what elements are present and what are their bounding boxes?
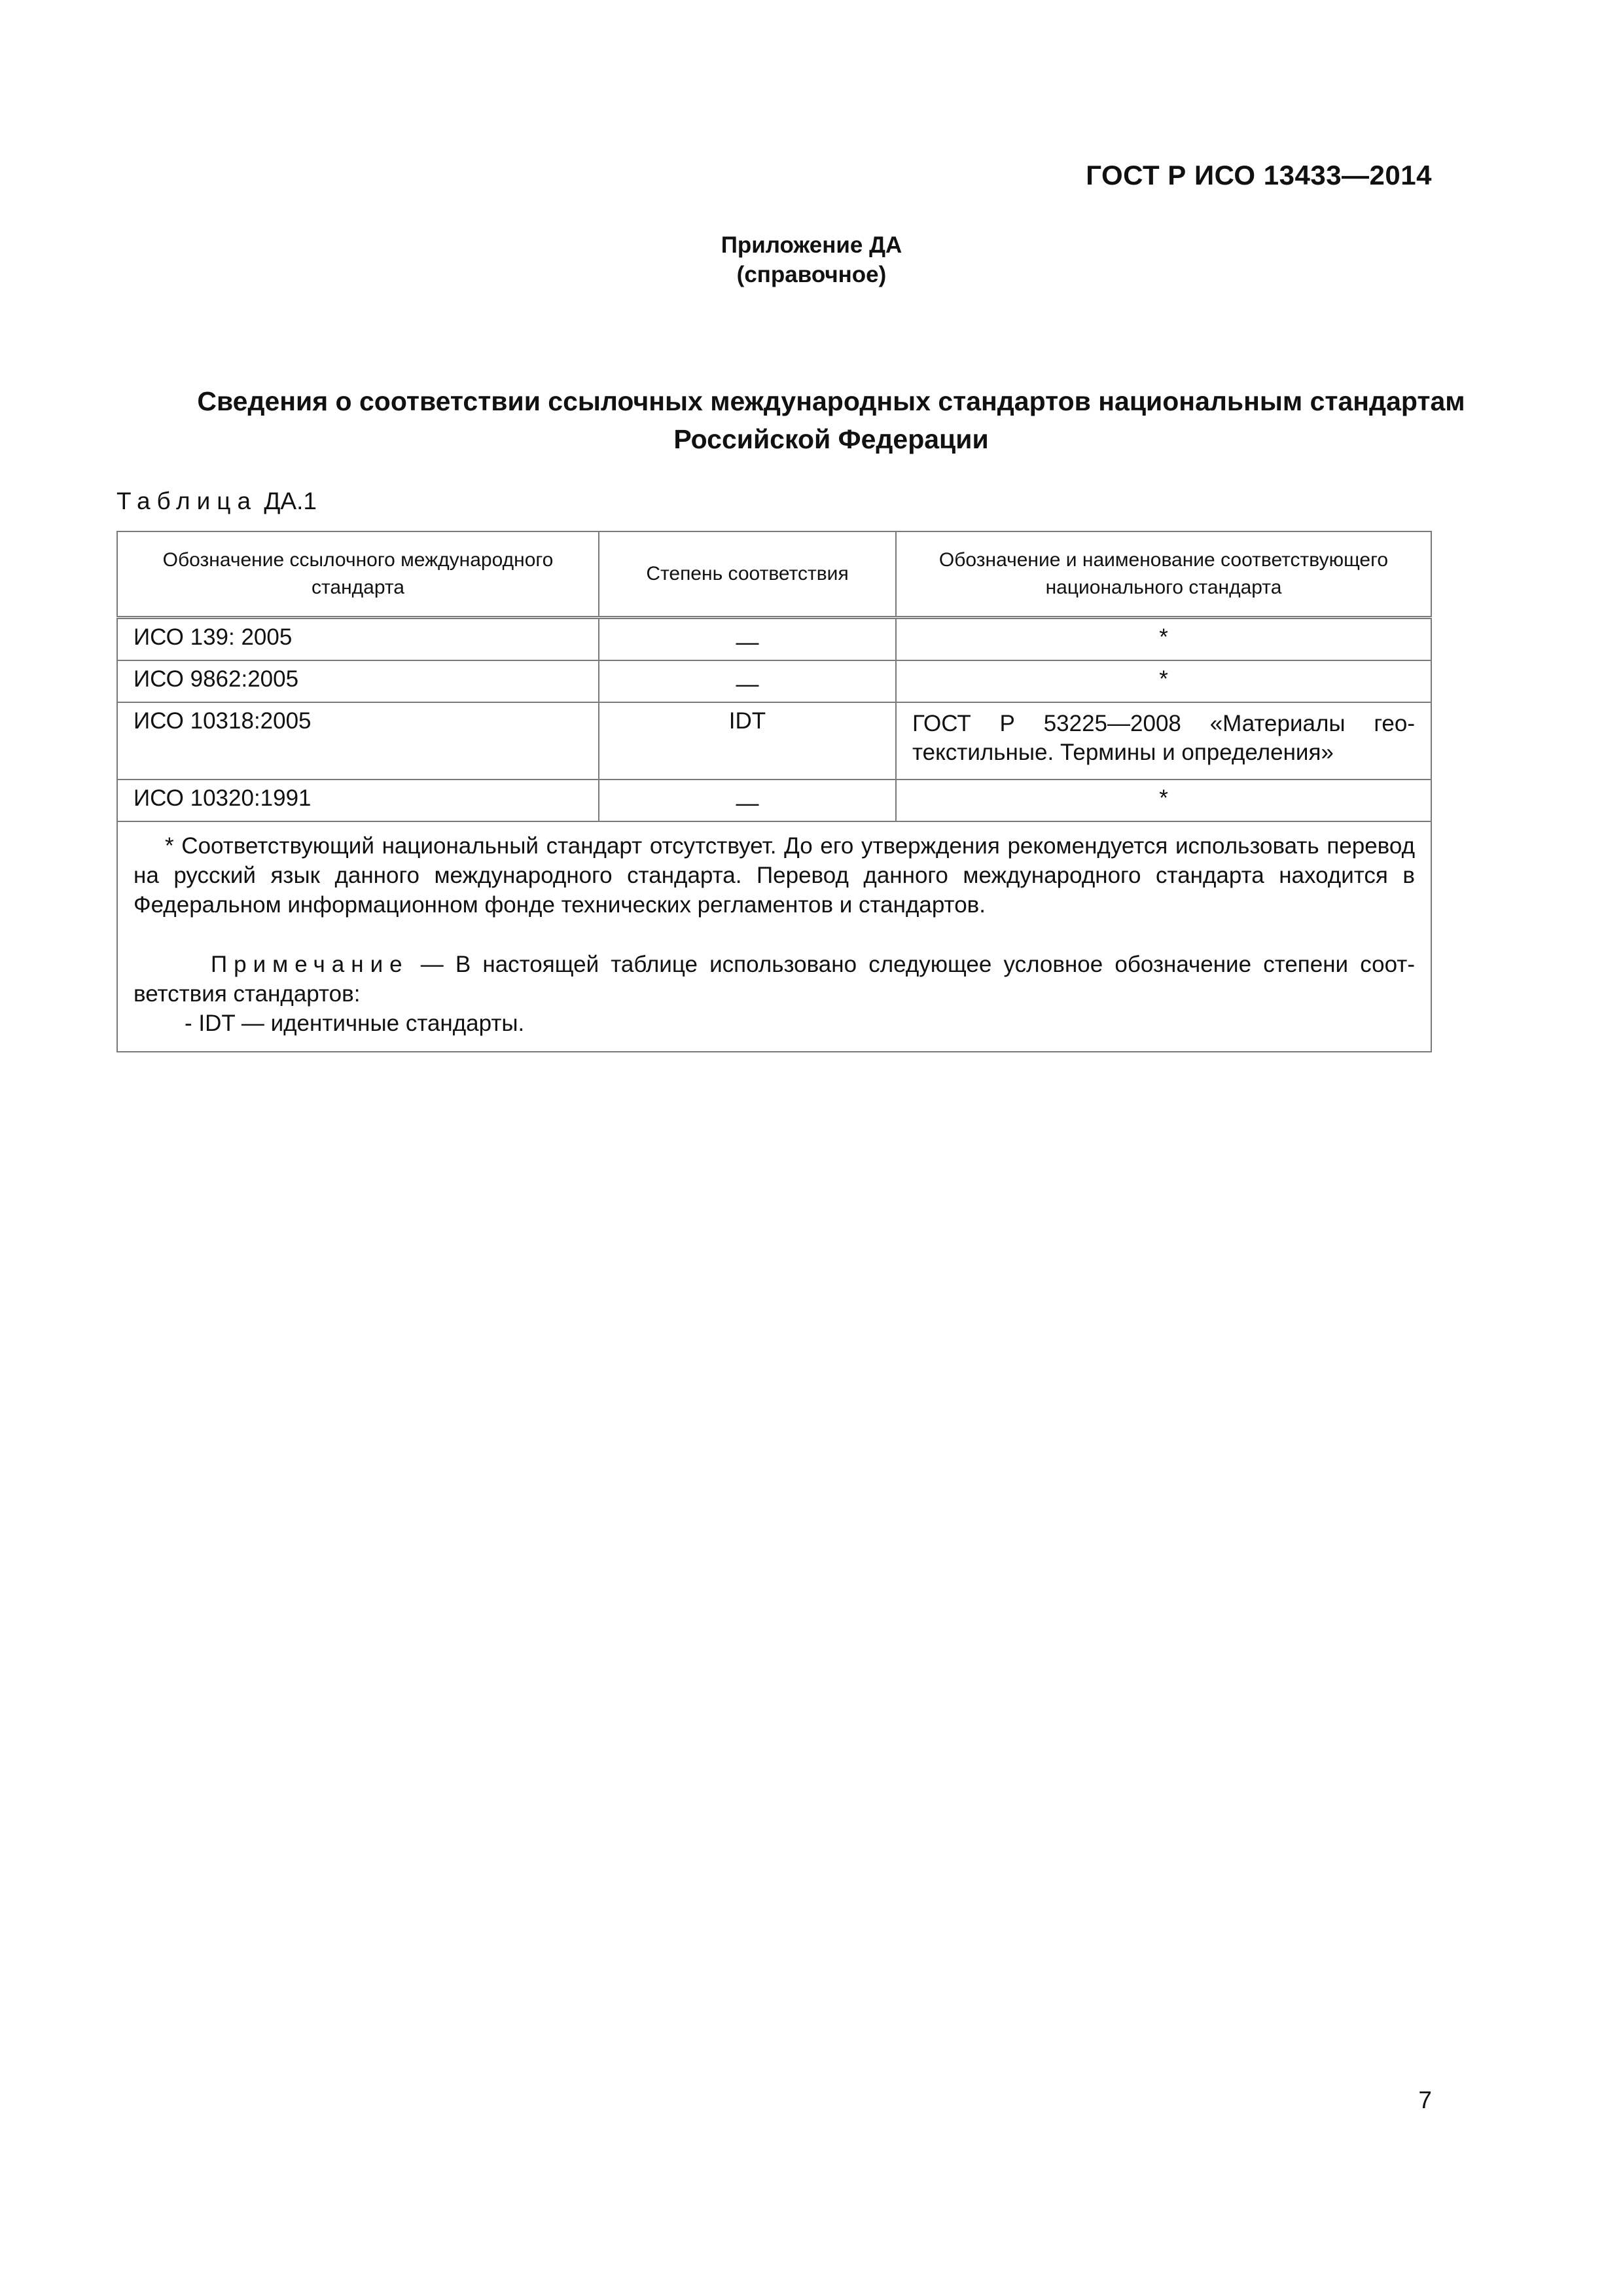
table-footnote-row xyxy=(117,821,1431,1052)
page-number: 7 xyxy=(1418,2087,1432,2113)
ref-standard-cell: ИСО 9862:2005 xyxy=(117,660,599,702)
national-standard-cell: * xyxy=(896,618,1431,661)
document-code: ГОСТ Р ИСО 13433—2014 xyxy=(1086,160,1432,190)
degree-cell xyxy=(599,660,896,702)
degree-value: — xyxy=(736,630,759,655)
column-header-ref: Обозначение ссылочного международного стандарта xyxy=(117,531,599,618)
annex-kind: (справочное) xyxy=(736,262,887,287)
table-note xyxy=(134,950,1415,1009)
table-caption-word: Таблица xyxy=(116,488,258,514)
national-standard-cell: ГОСТ Р 53225—2008 «Материалы геотекстильные. Термины и определения» xyxy=(896,702,1431,780)
degree-value: — xyxy=(736,672,759,697)
table-row xyxy=(117,660,1431,702)
table-row xyxy=(117,618,1431,661)
note-text: — В настоящей таблице использовано следующее условное обозначение степени соответствия стандартов: xyxy=(134,952,1415,1007)
table-caption-number: ДА.1 xyxy=(264,488,317,514)
note-item: - IDT — идентичные стандарты. xyxy=(185,1011,525,1036)
national-standard-cell: * xyxy=(896,780,1431,821)
table-footnote: * Соответствующий национальный стандарт отсутствует. До его утверждения рекомендуется использовать перевод на русский язык данного международного стандарта. Перевод данного международного стандарта находится в Федеральном информационном фонде технических регламентов и стандартов. xyxy=(134,833,1415,918)
national-standard-cell: * xyxy=(896,660,1431,702)
table-row xyxy=(117,702,1431,780)
column-header-degree: Степень соответствия xyxy=(599,531,896,618)
degree-cell xyxy=(599,618,896,661)
note-label: Примечание xyxy=(211,952,409,977)
ref-standard-cell: ИСО 10318:2005 xyxy=(117,702,599,780)
table-header-row xyxy=(117,531,1431,618)
table-caption xyxy=(116,488,317,515)
ref-standard-cell: ИСО 10320:1991 xyxy=(117,780,599,821)
degree-cell: IDT xyxy=(599,702,896,780)
degree-cell xyxy=(599,780,896,821)
annex-title: Приложение ДА xyxy=(721,232,902,258)
section-title-line2: Российской Федерации xyxy=(673,424,989,454)
table-footnote-cell xyxy=(117,821,1431,1052)
ref-standard-cell: ИСО 139: 2005 xyxy=(117,618,599,661)
standards-table xyxy=(116,531,1432,1052)
degree-value: — xyxy=(736,791,759,816)
column-header-national: Обозначение и наименование соответствующего национального стандарта xyxy=(896,531,1431,618)
section-title-line1: Сведения о соответствии ссылочных международных стандартов национальным стандартам xyxy=(197,386,1465,416)
table-row xyxy=(117,780,1431,821)
